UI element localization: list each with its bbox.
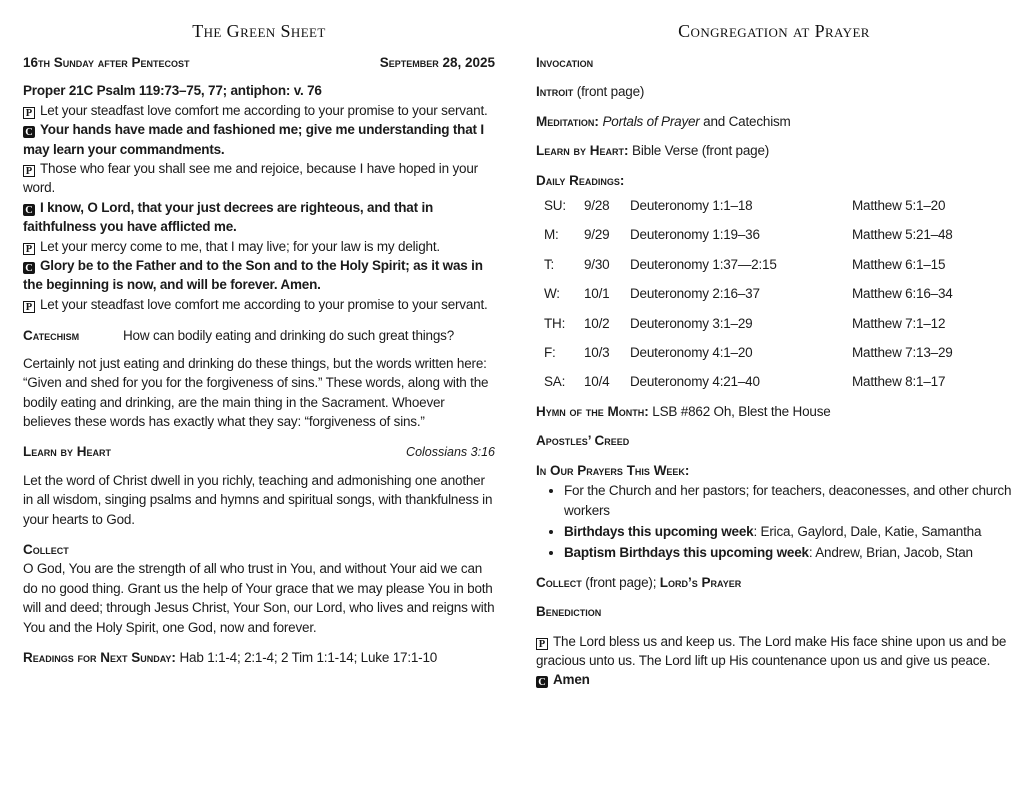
daily-reading-row [536,284,1012,303]
daily-reading-row [536,225,1012,244]
catechism-answer: Certainly not just eating and drinking do these things, but the words written here: “Given and shed for you for the forgiveness of sins.” These words, along with the bodily eating and drinking, are the main thing in the Sacrament. Whoever believes these words has exactly what they say: “forgiveness of sins.” [23,355,489,429]
page-title-green-sheet: The Green Sheet [192,21,326,41]
congregation-symbol: C [536,676,548,688]
congregation-response [536,670,1012,689]
congregation-at-prayer-column [536,20,1012,690]
verse-text: Those who fear you shall see me and rejoice, because I have hoped in your word. [23,161,478,196]
verse-text: Glory be to the Father and to the Son and to the Holy Spirit; as it was in the beginning is now, and will be forever. Amen. [23,258,483,293]
prayers-heading: In Our Prayers This Week: [536,462,690,478]
congregation-response-text: Amen [553,672,590,688]
hymn-of-month-label: Hymn of the Month: [536,403,649,419]
learn-by-heart-line [536,141,1012,160]
prayer-list [536,481,1012,563]
verse-text: I know, O Lord, that your just decrees are righteous, and that in faithfulness you have afflicted me. [23,199,434,235]
invocation-heading: Invocation [536,55,594,70]
nt-reading-cell: Matthew 8:1–17 [852,374,946,390]
learn-by-heart-text: Bible Verse (front page) [628,143,770,159]
green-sheet-column [23,20,495,667]
date-cell: 10/3 [584,345,610,361]
meditation-publication: Portals of Prayer [602,113,700,129]
nt-reading-cell: Matthew 6:1–15 [852,256,946,272]
learn-by-heart-label: Learn by Heart: [536,143,629,159]
next-sunday-readings [23,648,495,667]
next-sunday-label: Readings for Next Sunday: [23,649,176,665]
lords-prayer-label: Lord’s Prayer [659,574,742,590]
nt-reading-cell: Matthew 5:21–48 [852,227,953,243]
verse-text: Your hands have made and fashioned me; give me understanding that I may learn your commandments. [23,122,484,157]
date-cell: 9/28 [584,198,610,214]
introit-text: (front page) [573,84,645,100]
nt-reading-cell: Matthew 7:1–12 [852,315,946,331]
benediction-heading: Benediction [536,604,602,620]
nt-reading-cell: Matthew 5:1–20 [852,198,946,214]
prayers-section [536,461,1012,563]
prayer-item-lead: Birthdays this upcoming week [564,523,754,539]
ot-reading-cell: Deuteronomy 3:1–29 [630,315,753,331]
learn-by-heart-heading: Learn by Heart [23,444,112,460]
verse-text: Let your steadfast love comfort me according to your promise to your servant. [40,296,488,312]
psalm-verses [23,101,495,314]
daily-reading-row [536,343,1012,362]
pastor-symbol: P [536,638,548,650]
prayer-item-text: : Erica, Gaylord, Dale, Katie, Samantha [753,523,982,539]
meditation-label: Meditation: [536,113,599,129]
daily-reading-row [536,196,1012,215]
scripture-reference: Colossians 3:16 [406,445,495,460]
pastor-symbol: P [23,243,35,255]
issue-date: September 28, 2025 [379,55,495,70]
verse-text: Let your mercy come to me, that I may live; for your law is my delight. [40,238,440,254]
day-cell: F: [544,345,556,361]
ot-reading-cell: Deuteronomy 1:37—2:15 [630,256,777,272]
apostles-creed-heading: Apostles’ Creed [536,433,630,449]
date-cell: 10/1 [584,286,610,302]
nt-reading-cell: Matthew 6:16–34 [852,286,953,302]
ot-reading-cell: Deuteronomy 4:21–40 [630,374,760,390]
catechism-heading: Catechism [23,328,80,344]
verse-line [23,120,495,159]
ot-reading-cell: Deuteronomy 4:1–20 [630,345,753,361]
prayer-item-text: : Andrew, Brian, Jacob, Stan [808,545,973,561]
introit-line [536,82,1012,101]
date-cell: 9/30 [584,256,610,272]
hymn-of-month-text: LSB #862 Oh, Blest the House [648,403,831,419]
collect-heading: Collect [23,541,69,557]
daily-reading-row [536,372,1012,391]
collect-text: O God, You are the strength of all who trust in You, and without Your aid we can do no good thing. Grant us the help of Your grace that we may please You in both will and deed; through Jesus Christ, Your Son, our Lord, who lives and reigns with You and the Holy Spirit, one God, now and forever. [23,561,495,635]
meditation-line [536,112,1012,131]
verse-line [23,101,495,120]
catechism-section [23,326,495,345]
pastor-symbol: P [23,165,35,177]
daily-readings-heading: Daily Readings: [536,172,625,188]
collect-lords-prayer-line [536,573,1012,592]
pastor-response-text: The Lord bless us and keep us. The Lord make His face shine upon us and be gracious unto us. The Lord lift up His countenance upon us and give us peace. [536,633,1007,668]
sunday-season-label: 16th Sunday after Pentecost [23,55,190,70]
day-cell: T: [544,256,555,272]
daily-reading-row [536,255,1012,274]
daily-readings-section [536,171,1012,392]
verse-line [23,256,495,295]
day-cell: W: [544,286,560,302]
prayer-item [564,522,1012,541]
pastor-symbol: P [23,301,35,313]
pastor-response [536,632,1012,671]
verse-line [23,237,495,256]
page-title-congregation-at-prayer: Congregation at Prayer [678,21,870,41]
prayer-item-lead: Baptism Birthdays this upcoming week [564,545,809,561]
congregation-symbol: C [23,262,35,274]
day-cell: SU: [544,198,566,214]
day-cell: TH: [544,315,566,331]
date-cell: 10/2 [584,315,610,331]
issue-row [23,53,495,72]
learn-by-heart-section [23,442,495,462]
nt-reading-cell: Matthew 7:13–29 [852,345,953,361]
benediction-section [536,602,1012,690]
collect-label: Collect [536,574,582,590]
congregation-symbol: C [23,126,35,138]
meditation-text: and Catechism [699,113,791,129]
learn-by-heart-text: Let the word of Christ dwell in you richly, teaching and admonishing one another in all wisdom, singing psalms and hymns and spiritual songs, with thankfulness in your hearts to God. [23,472,493,527]
ot-reading-cell: Deuteronomy 1:19–36 [630,227,760,243]
pastor-symbol: P [23,107,35,119]
verse-line [23,159,495,198]
prayer-item [564,543,1012,562]
prayer-item-text: For the Church and her pastors; for teachers, deaconesses, and other church workers [564,483,1012,518]
verse-text: Let your steadfast love comfort me according to your promise to your servant. [40,102,488,118]
introit-label: Introit [536,84,574,100]
date-cell: 9/29 [584,227,610,243]
verse-line [23,295,495,314]
psalm-heading: Proper 21C Psalm 119:73–75, 77; antiphon: v. 76 [23,83,322,99]
ot-reading-cell: Deuteronomy 1:1–18 [630,198,753,214]
day-cell: SA: [544,374,566,390]
congregation-symbol: C [23,204,35,216]
prayer-item [564,481,1012,520]
verse-line [23,198,495,237]
next-sunday-text: Hab 1:1-4; 2:1-4; 2 Tim 1:1-14; Luke 17:1-10 [175,649,438,665]
daily-reading-row [536,314,1012,333]
ot-reading-cell: Deuteronomy 2:16–37 [630,286,760,302]
collect-mid-text: (front page); [581,574,660,590]
catechism-question: How can bodily eating and drinking do such great things? [123,328,455,344]
hymn-of-month-line [536,402,1012,421]
date-cell: 10/4 [584,374,610,390]
day-cell: M: [544,227,559,243]
